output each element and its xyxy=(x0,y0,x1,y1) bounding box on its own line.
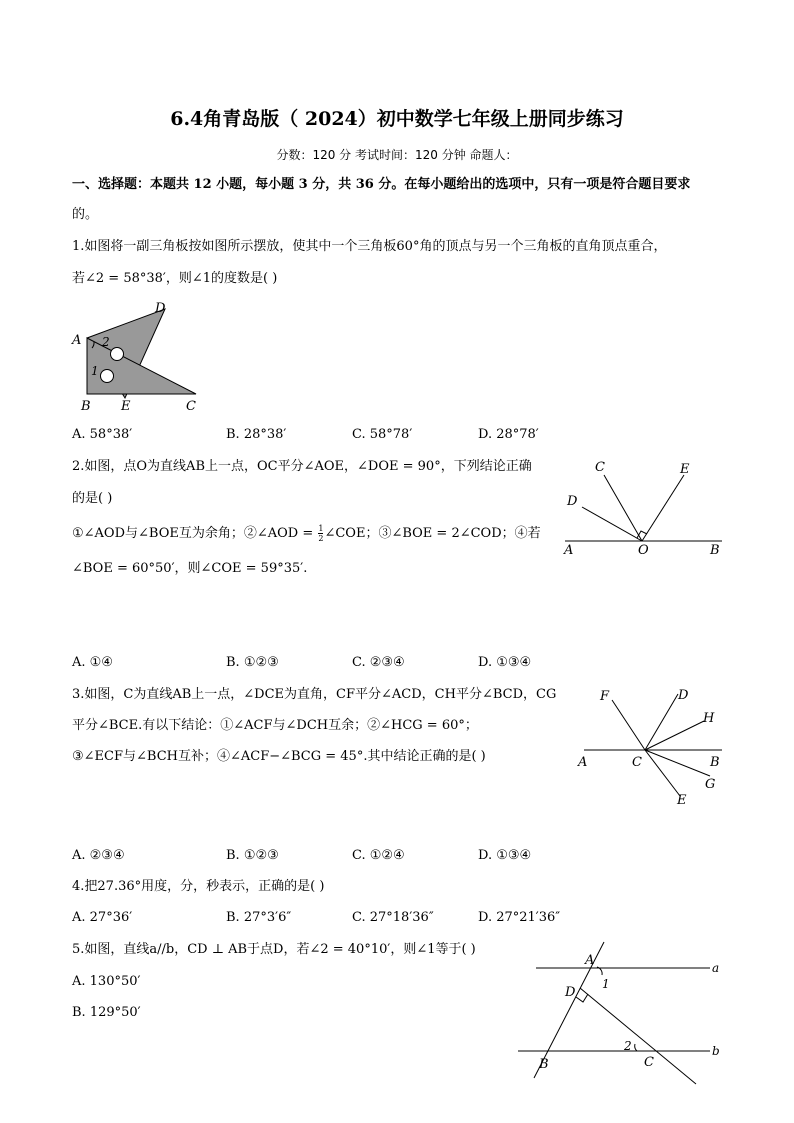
q2-option-a[interactable]: A. ①④ xyxy=(72,655,113,670)
q1-label-angle2: 2 xyxy=(102,335,110,349)
q1-text-cont: 若∠2 = 58°38′，则∠1的度数是( ) xyxy=(72,271,278,286)
q3-option-d[interactable]: D. ①③④ xyxy=(478,848,532,863)
q5-option-a[interactable]: A. 130°50′ xyxy=(72,974,141,989)
q2-right-angle-mark xyxy=(637,531,647,538)
q3-text-last: ③∠ECF与∠BCH互补；④∠ACF−∠BCG = 45°.其中结论正确的是( ) xyxy=(72,749,486,764)
q2-ray-OD xyxy=(582,507,642,541)
q5-label-angle1: 1 xyxy=(602,977,610,991)
q5-label-angle2: 2 xyxy=(624,1039,632,1053)
q3-label-H: H xyxy=(703,711,715,726)
q2-statements-part2: ∠COE；③∠BOE = 2∠COD；④若 xyxy=(324,526,541,541)
q2-text: 2.如图，点O为直线AB上一点，OC平分∠AOE，∠DOE = 90°，下列结论正确 xyxy=(72,459,532,474)
q2-statements xyxy=(72,524,541,543)
q4-option-d[interactable]: D. 27°21′36″ xyxy=(478,910,561,925)
q2-statements-part1: ①∠AOD与∠BOE互为余角；②∠AOD = xyxy=(72,526,318,541)
q5-angle2-arc xyxy=(635,1044,637,1051)
section-heading-cont: 的。 xyxy=(72,207,99,222)
page-title: 6.4角青岛版（ 2024）初中数学七年级上册同步练习 xyxy=(170,108,624,130)
q3-label-A: A xyxy=(578,755,588,770)
section-heading: 一、选择题：本题共 12 小题，每小题 3 分，共 36 分。在每小题给出的选项中，只有一项是符合题目要求 xyxy=(72,177,691,192)
q1-label-E: E xyxy=(121,399,131,414)
q2-text-cont: 的是( ) xyxy=(72,491,113,506)
q5-label-b: b xyxy=(712,1044,720,1058)
q3-option-a[interactable]: A. ②③④ xyxy=(72,848,125,863)
q3-ray-CF xyxy=(612,700,645,750)
q2-option-b[interactable]: B. ①②③ xyxy=(226,655,279,670)
q5-label-A: A xyxy=(585,953,595,968)
q1-label-A: A xyxy=(72,333,82,348)
q5-figure xyxy=(510,938,730,1088)
q5-text: 5.如图，直线a//b，CD ⊥ AB于点D，若∠2 = 40°10′，则∠1等于( ) xyxy=(72,942,476,957)
q4-option-a[interactable]: A. 27°36′ xyxy=(72,910,133,925)
q3-label-D: D xyxy=(678,688,689,703)
q3-option-b[interactable]: B. ①②③ xyxy=(226,848,279,863)
q3-label-B: B xyxy=(710,755,720,770)
q2-ray-OE xyxy=(642,475,684,541)
q2-option-d[interactable]: D. ①③④ xyxy=(478,655,532,670)
q5-label-a: a xyxy=(712,961,720,975)
q5-option-b[interactable]: B. 129°50′ xyxy=(72,1005,141,1020)
q2-label-E: E xyxy=(680,462,690,477)
q4-text: 4.把27.36°用度，分，秒表示，正确的是( ) xyxy=(72,879,325,894)
q2-figure xyxy=(560,455,730,560)
q2-label-A: A xyxy=(564,543,574,558)
q3-label-F: F xyxy=(600,689,610,704)
q5-label-C: C xyxy=(644,1055,654,1070)
q2-label-B: B xyxy=(710,543,720,558)
q1-hole-lower xyxy=(101,370,114,383)
q3-figure xyxy=(570,682,730,810)
q4-option-b[interactable]: B. 27°3′6″ xyxy=(226,910,292,925)
q2-option-c[interactable]: C. ②③④ xyxy=(352,655,405,670)
q1-figure xyxy=(70,298,210,414)
q2-label-O: O xyxy=(638,543,649,558)
q3-label-G: G xyxy=(705,777,716,792)
q5-label-B: B xyxy=(539,1057,549,1072)
q1-option-c[interactable]: C. 58°78′ xyxy=(352,427,413,442)
q1-label-angle1: 1 xyxy=(91,364,99,378)
q2-fraction xyxy=(318,524,323,543)
q3-label-E: E xyxy=(677,793,687,808)
q2-label-D: D xyxy=(567,494,578,509)
q3-label-C: C xyxy=(632,755,642,770)
q1-label-B: B xyxy=(81,399,91,414)
q5-label-D: D xyxy=(565,985,576,1000)
q1-label-D: D xyxy=(155,301,166,316)
q1-label-C: C xyxy=(186,399,196,414)
q1-hole-upper xyxy=(111,348,124,361)
q1-option-d[interactable]: D. 28°78′ xyxy=(478,427,539,442)
q3-text: 3.如图，C为直线AB上一点，∠DCE为直角，CF平分∠ACD，CH平分∠BCD，CG xyxy=(72,687,557,702)
q2-fraction-den: 2 xyxy=(318,534,324,543)
exam-meta: 分数：120 分 考试时间：120 分钟 命题人： xyxy=(276,148,518,162)
q2-text-last: ∠BOE = 60°50′，则∠COE = 59°35′. xyxy=(72,561,308,576)
q1-option-b[interactable]: B. 28°38′ xyxy=(226,427,287,442)
q5-line-CD xyxy=(580,988,696,1084)
q1-text: 1.如图将一副三角板按如图所示摆放，使其中一个三角板60°角的顶点与另一个三角板的直角顶点重合， xyxy=(72,239,667,254)
q4-option-c[interactable]: C. 27°18′36″ xyxy=(352,910,434,925)
q1-option-a[interactable]: A. 58°38′ xyxy=(72,427,133,442)
q3-text-cont: 平分∠BCE.有以下结论：①∠ACF与∠DCH互余；②∠HCG = 60°； xyxy=(72,718,478,733)
q2-label-C: C xyxy=(595,460,605,475)
q2-fraction-num: 1 xyxy=(318,524,324,533)
q2-ray-OC xyxy=(604,475,642,541)
q5-right-angle-mark xyxy=(576,994,588,1002)
q3-option-c[interactable]: C. ①②④ xyxy=(352,848,405,863)
